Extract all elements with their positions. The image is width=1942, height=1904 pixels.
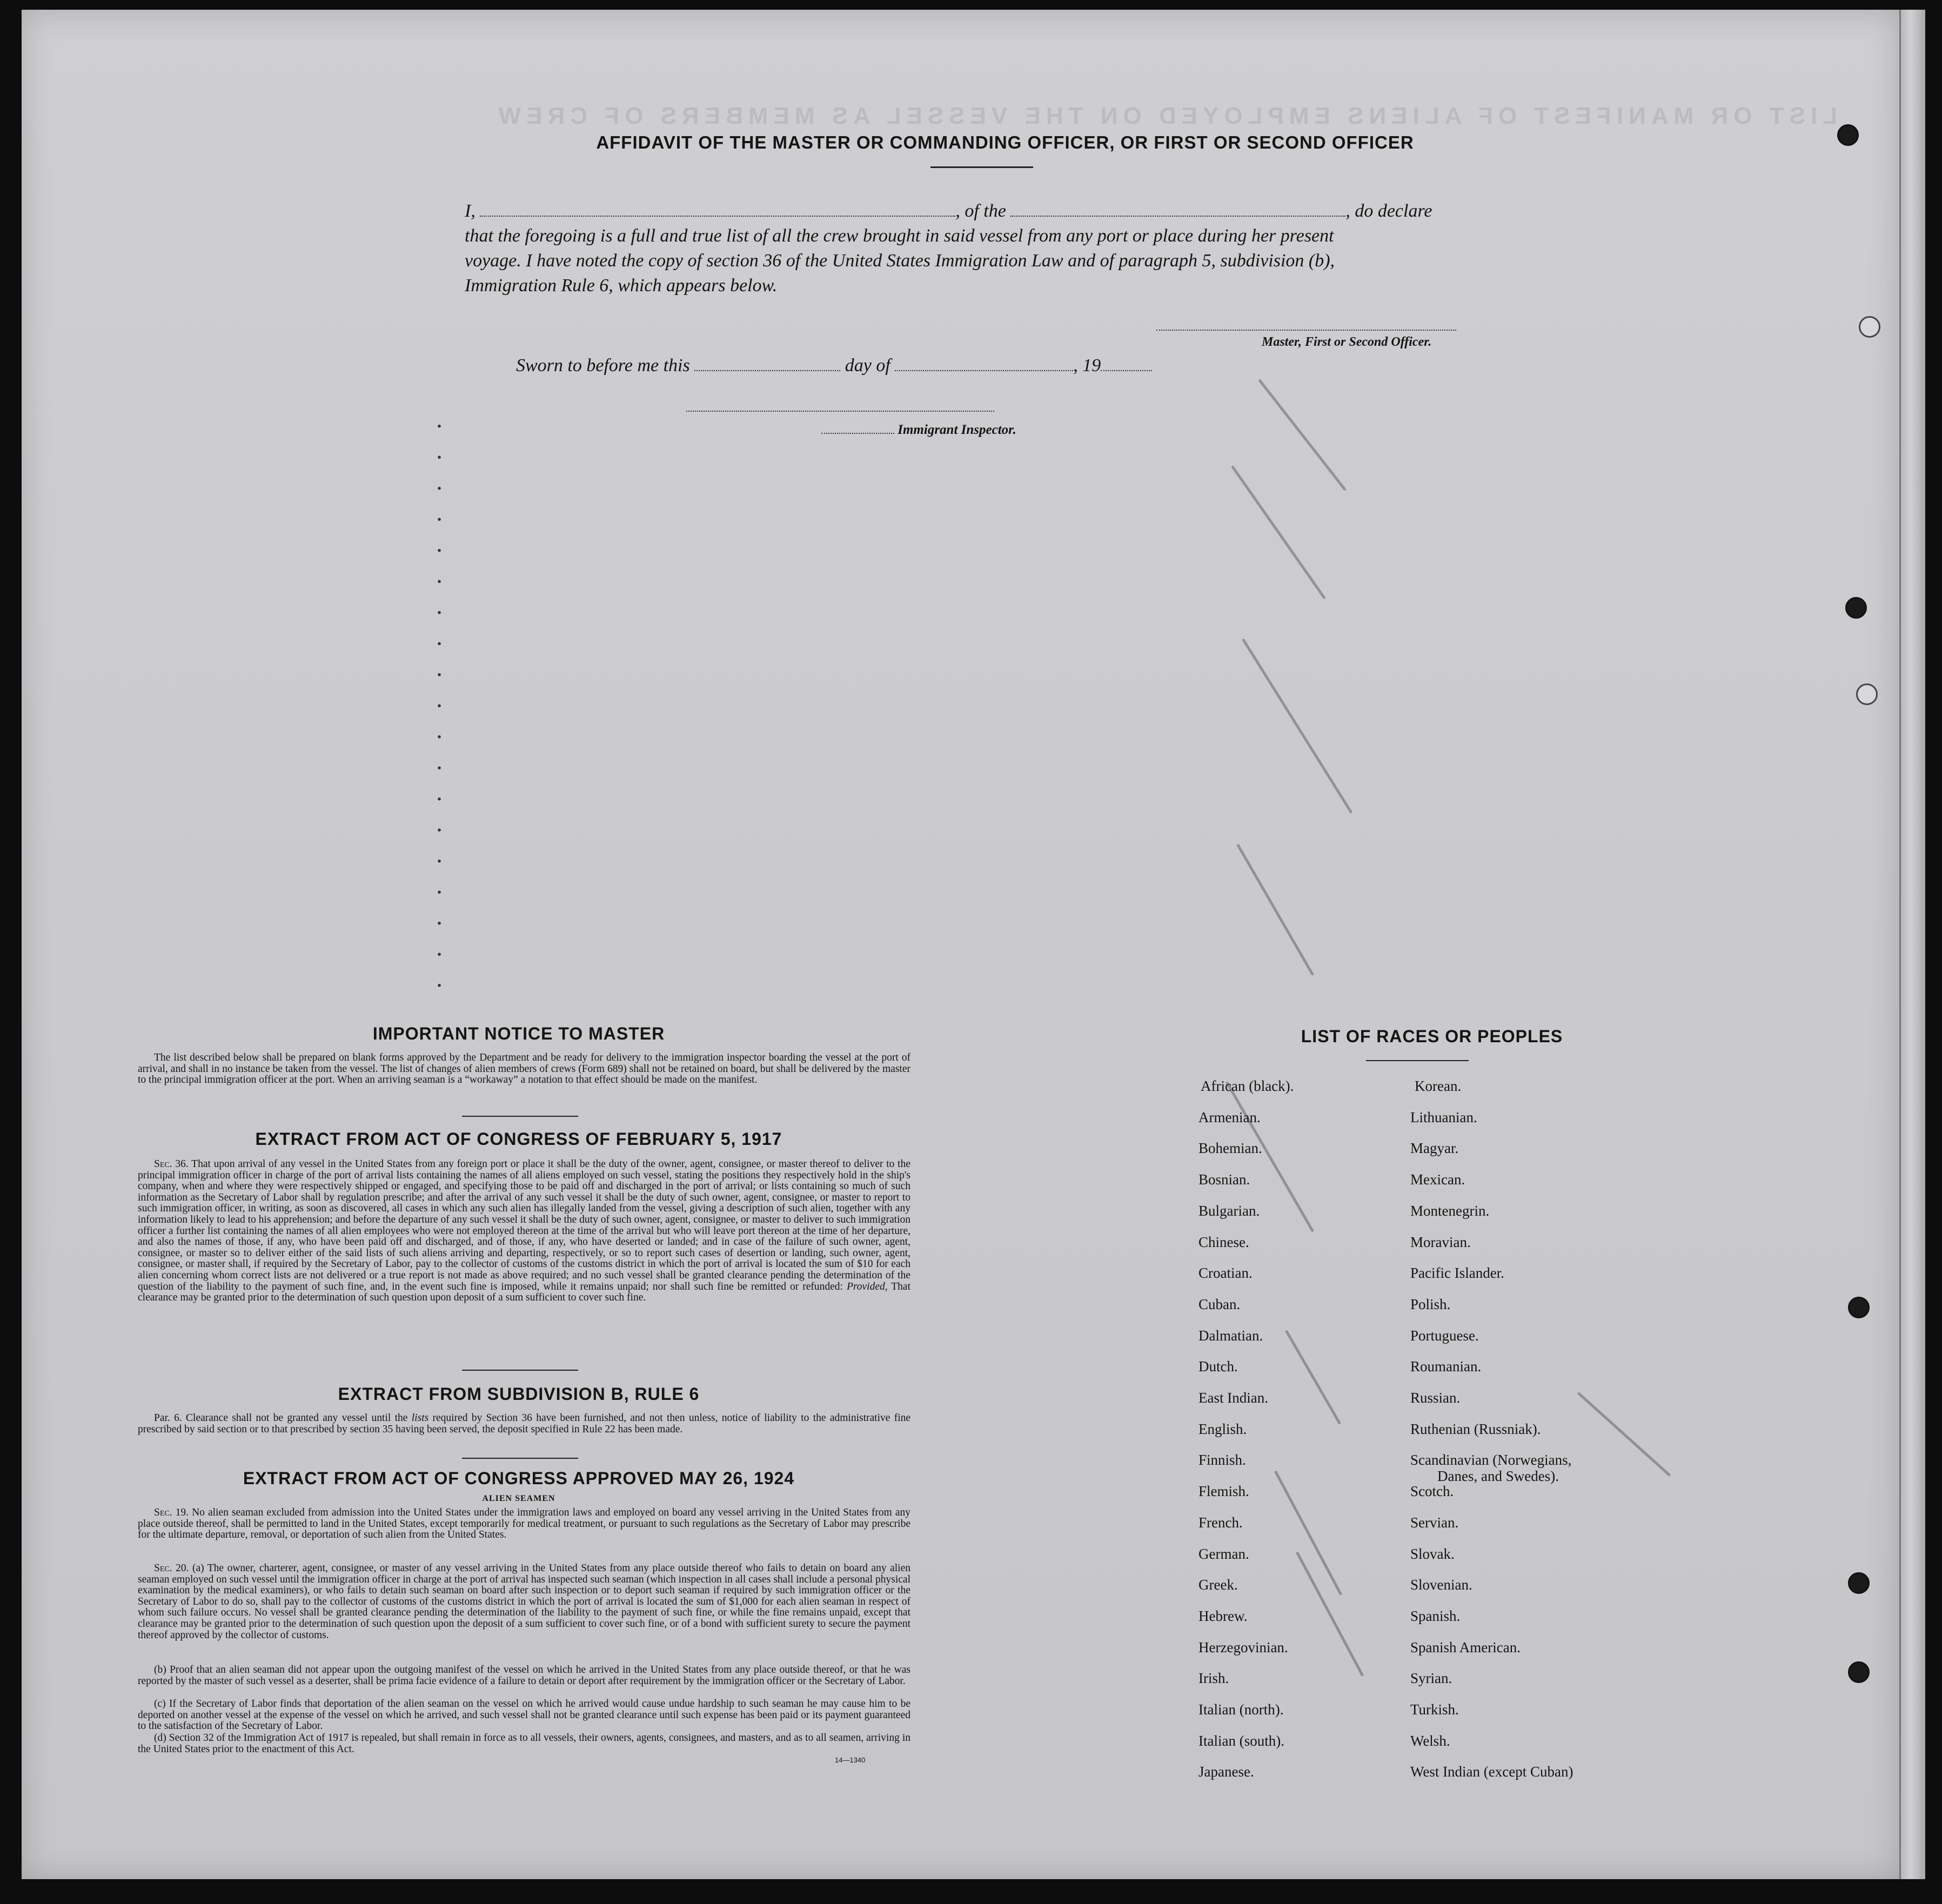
race-item: English.	[1198, 1420, 1247, 1437]
race-item: Ruthenian (Russniak).	[1410, 1420, 1541, 1437]
affidavit-line-4: Immigration Rule 6, which appears below.	[465, 276, 778, 296]
sec-19-text	[138, 1507, 910, 1541]
affidavit-i: I,	[465, 201, 476, 221]
provided-word: Provided,	[846, 1280, 888, 1292]
binder-hole-icon	[1848, 1572, 1870, 1594]
race-item: Spanish American.	[1410, 1639, 1521, 1655]
binder-hole-icon	[1859, 316, 1880, 338]
race-item: Pacific Islander.	[1410, 1265, 1504, 1282]
divider	[462, 1370, 578, 1371]
binder-hole-icon	[1845, 597, 1867, 619]
race-item: Korean.	[1415, 1078, 1462, 1094]
sworn-line	[516, 356, 1152, 376]
race-item: Finnish.	[1198, 1452, 1246, 1469]
sec-20a-text	[138, 1563, 910, 1641]
notice-text: The list described below shall be prepared on blank forms approved by the Department and be ready for delivery to the immigration inspector boarding the vessel at the port of arrival, and shall in no instance be taken from the vessel. The list of changes of alien members of crews (Form 689) shall not be retained on board, but shall be delivered by the master to the principal immigration officer at the port. When an arriving seaman is a “workaway” a notation to that effect should be made on the manifest.	[138, 1052, 910, 1086]
notice-title: IMPORTANT NOTICE TO MASTER	[372, 1024, 665, 1043]
race-item: Croatian.	[1198, 1265, 1253, 1282]
race-item: Portuguese.	[1410, 1327, 1479, 1344]
affidavit-of-the: , of the	[955, 201, 1006, 221]
binder-hole-icon	[1848, 1297, 1870, 1318]
affidavit-line-1	[465, 201, 1432, 222]
sec-36-tail: That clearance may be granted prior to the determination of such question upon deposit of a sum sufficient to cover such fine.	[138, 1280, 910, 1304]
affidavit-title-rule	[930, 166, 1033, 168]
par-6-start: Par. 6. Clearance shall not be granted any vessel until the	[154, 1412, 408, 1424]
race-item: Hebrew.	[1198, 1607, 1248, 1624]
race-item: Russian.	[1410, 1390, 1461, 1406]
race-item: Moravian.	[1410, 1233, 1471, 1250]
divider	[462, 1116, 578, 1117]
sworn-day-field[interactable]	[694, 370, 840, 371]
race-item: Irish.	[1198, 1670, 1229, 1687]
affidavit-title: AFFIDAVIT OF THE MASTER OR COMMANDING OFFICER, OR FIRST OR SECOND OFFICER	[596, 132, 1414, 152]
extract-1924-title: EXTRACT FROM ACT OF CONGRESS APPROVED MAY 26, 1924	[243, 1469, 795, 1488]
par-6-rest: required by Section 36 have been furnished, and not then unless, notice of liability to the administrative fine prescribed by said section or to that prescribed by section 35 having been served, the deposit specified in Rule 22 has been made.	[138, 1412, 911, 1435]
sec-20a-body: (a) The owner, charterer, agent, consignee, or master of any vessel arriving in the United States from any place outside thereof who fails to detain on board any alien seaman employed on such vessel until the immigration officer in charge at the port of arrival has inspected such seaman (which inspection in all cases shall include a personal physical examination by the medical examiners), or who fails to detain such seaman on board after such inspection or to deport such seaman if required by such immigration officer or the Secretary of Labor to do so, shall pay to the collector of customs of the customs district in which the port of arrival is located the sum of $1,000 for each alien seaman in respect of whom such failure occurs. No vessel shall be granted clearance pending the determination of the liability to the payment of such fine, or while the fine remains unpaid, except that clearance may be granted prior to the determination of such question upon the deposit of a sum sufficient to cover such fine, or of a bond with sufficient surety to secure the payment thereof approved by the collector of customs.	[138, 1563, 910, 1641]
race-item: Dutch.	[1198, 1358, 1238, 1375]
race-item: German.	[1198, 1545, 1249, 1562]
race-item: Slovenian.	[1410, 1577, 1472, 1593]
vessel-name-field[interactable]	[1010, 216, 1345, 217]
affidavit-line-2: that the foregoing is a full and true list of all the crew brought in said vessel from any port or place during her present	[465, 226, 1334, 246]
officer-name-field[interactable]	[480, 216, 955, 217]
sec-20-label: Sec. 20.	[154, 1563, 189, 1574]
race-item: Bulgarian.	[1198, 1202, 1260, 1219]
sworn-month-field[interactable]	[895, 370, 1073, 371]
dotted-guide	[438, 411, 441, 1005]
race-item: Japanese.	[1198, 1764, 1254, 1780]
race-item: Roumanian.	[1410, 1358, 1482, 1375]
sec-20d-text: (d) Section 32 of the Immigration Act of 1917 is repealed, but shall remain in force as to all vessels, their owners, agents, consignees, and masters, and as to all seamen, arriving in the United States prior to the enactment of this Act.	[138, 1732, 910, 1755]
race-item: Slovak.	[1410, 1545, 1455, 1562]
extract-1917-title: EXTRACT FROM ACT OF CONGRESS OF FEBRUARY 5, 1917	[255, 1129, 782, 1149]
binder-hole-icon	[1856, 683, 1878, 705]
affidavit-line-3: voyage. I have noted the copy of section 36 of the United States Immigration Law and of paragraph 5, subdivision (b),	[465, 251, 1335, 271]
inspector-caption: Immigrant Inspector.	[898, 423, 1016, 437]
race-item: Scandinavian (Norwegians,	[1410, 1452, 1572, 1469]
inspector-signature-line[interactable]	[686, 411, 994, 412]
form-number: 14—1340	[835, 1756, 866, 1764]
race-item: Chinese.	[1198, 1233, 1249, 1250]
sworn-day-of: day of	[845, 356, 890, 376]
bleed-through-text: LIST OR MANIFEST OF ALIENS EMPLOYED ON THE VESSEL AS MEMBERS OF CREW	[493, 103, 1837, 129]
sworn-year: , 19	[1073, 356, 1101, 376]
binder-hole-icon	[1848, 1661, 1870, 1683]
race-item: Polish.	[1410, 1296, 1451, 1312]
race-item: Italian (north).	[1198, 1701, 1284, 1718]
alien-seamen-subtitle: ALIEN SEAMEN	[482, 1494, 555, 1503]
sec-20b-text: (b) Proof that an alien seaman did not appear upon the outgoing manifest of the vessel on which he arrived in the United States from any place outside thereof, or that he was reported by the master of such vessel as a deserter, shall be prima facie evidence of a failure to detain or deport after requirement by the immigration officer or the Secretary of Labor.	[138, 1664, 910, 1687]
inspector-line	[821, 423, 1016, 438]
race-item: Magyar.	[1410, 1140, 1459, 1157]
race-item: Bohemian.	[1198, 1140, 1262, 1157]
race-item: French.	[1198, 1514, 1243, 1531]
subdivision-b-text	[138, 1413, 910, 1435]
races-title: LIST OF RACES OR PEOPLES	[1301, 1027, 1563, 1046]
sworn-prefix: Sworn to before me this	[516, 356, 690, 376]
race-item: Spanish.	[1410, 1607, 1461, 1624]
divider	[462, 1458, 578, 1459]
sec-20c-text: (c) If the Secretary of Labor finds that deportation of the alien seaman on the vessel on which he arrived would cause undue hardship to such seaman he may cause him to be deported on another vessel at the expense of the vessel on which he arrived, and such vessel shall not be granted clearance until such expense has been paid or its payment guaranteed to the satisfaction of the Secretary of Labor.	[138, 1698, 910, 1732]
binder-hole-icon	[1837, 124, 1859, 146]
race-item: Montenegrin.	[1410, 1202, 1490, 1219]
race-item: Italian (south).	[1198, 1732, 1284, 1749]
race-item: African (black).	[1201, 1078, 1294, 1094]
race-item: Servian.	[1410, 1514, 1459, 1531]
race-item: Syrian.	[1410, 1670, 1452, 1687]
race-item: West Indian (except Cuban)	[1410, 1764, 1573, 1780]
race-item: Cuban.	[1198, 1296, 1241, 1312]
race-item: Flemish.	[1198, 1483, 1249, 1500]
race-item: Bosnian.	[1198, 1171, 1250, 1188]
race-item: Greek.	[1198, 1577, 1238, 1593]
race-item: Armenian.	[1198, 1109, 1261, 1125]
master-signature-line[interactable]	[1156, 330, 1456, 331]
race-item: Herzegovinian.	[1198, 1639, 1288, 1655]
extract-1917-text	[138, 1159, 910, 1304]
master-signature-caption: Master, First or Second Officer.	[1262, 335, 1432, 349]
page-edge	[1899, 10, 1925, 1879]
affidavit-declare: , do declare	[1345, 201, 1432, 221]
sec-36-label: Sec. 36.	[154, 1158, 189, 1170]
races-title-rule	[1366, 1060, 1469, 1061]
race-item: Welsh.	[1410, 1732, 1450, 1749]
race-item: Mexican.	[1410, 1171, 1465, 1188]
race-item: East Indian.	[1198, 1390, 1268, 1406]
sec-19-body: No alien seaman excluded from admission into the United States under the immigration laws and employed on board any vessel arriving in the United States from any place outside thereof, shall be permitted to land in the United States, except temporarily for medical treatment, or pursuant to such regulations as the Secretary of Labor may prescribe for the ultimate departure, removal, or deportation of such alien from the United States.	[138, 1507, 910, 1541]
race-item: Turkish.	[1410, 1701, 1459, 1718]
race-item: Lithuanian.	[1410, 1109, 1477, 1125]
race-item: Dalmatian.	[1198, 1327, 1263, 1344]
race-item: Scotch.	[1410, 1483, 1454, 1500]
inspector-dots	[821, 433, 894, 434]
lists-word: lists	[411, 1412, 429, 1424]
sec-19-label: Sec. 19.	[154, 1507, 189, 1518]
sworn-year-field[interactable]	[1101, 370, 1152, 371]
sec-36-body: That upon arrival of any vessel in the United States from any foreign port or place it shall be the duty of the owner, agent, consignee, or master thereof to deliver to the principal immigration officer in charge of the port of arrival lists containing the names of all aliens employed on such vessel, stating the positions they respectively hold in the ship's company, when and where they were respectively shipped or engaged, and specifying those to be paid off and discharged in the port of arrival; or lists containing so much of such information as the Secretary of Labor shall by regulation prescribe; and after the arrival of any such vessel it shall be the duty of such owner, agent, consignee, or master to report to such immigration officer, in writing, as soon as discovered, all cases in which any such alien has illegally landed from the vessel, giving a description of such alien, together with any information likely to lead to his apprehension; and before the departure of any such vessel it shall be the duty of such owner, agent, consignee, or master to deliver to such immigration officer a further list containing the names of all alien employees who were not employed thereon at the time of the arrival but who will leave port thereon at the time of her departure, and also the names of those, if any, who have been paid off and discharged, and of those, if any, who have deserted or landed; and in case of the failure of such owner, agent, consignee, or master so to deliver either of the said lists of such aliens arriving and departing, respectively, or so to report such cases of desertion or landing, such owner, agent, consignee, or master shall, if required by the Secretary of Labor, pay to the collector of customs of the customs district in which the port of arrival is located the sum of $10 for each alien concerning whom correct lists are not delivered or a true report is not made as above required; and no such vessel shall be granted clearance pending the determination of the question of the liability to the payment of such fine, and, in the event such fine is imposed, while it remains unpaid; nor shall such fine be remitted or refunded:	[138, 1158, 910, 1292]
subdivision-b-title: EXTRACT FROM SUBDIVISION B, RULE 6	[338, 1384, 700, 1404]
race-item: Danes, and Swedes).	[1437, 1468, 1559, 1485]
